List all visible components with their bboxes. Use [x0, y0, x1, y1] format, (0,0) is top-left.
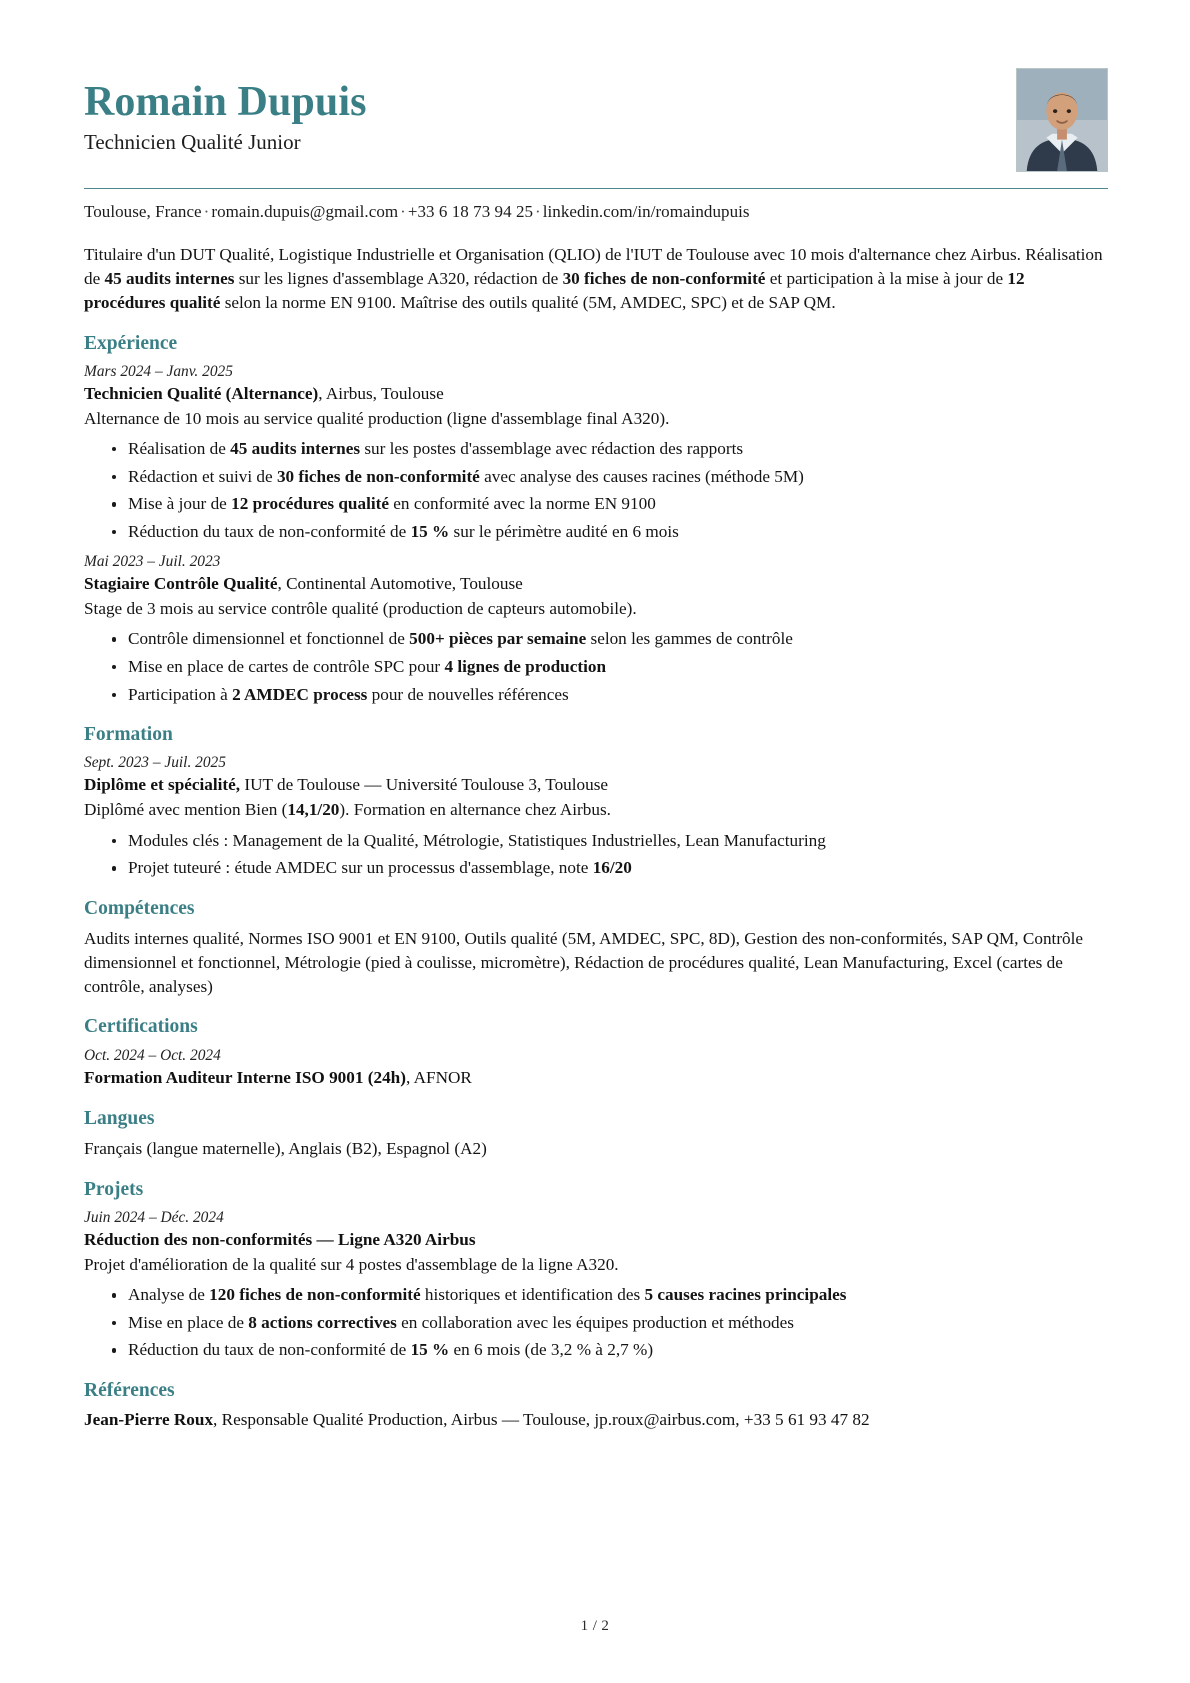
section-title-formation: Formation	[84, 724, 173, 746]
candidate-headline: Technicien Qualité Junior	[84, 130, 301, 155]
section-certifications	[84, 1015, 1108, 1089]
bullet-item	[110, 829, 1108, 853]
body-text: Mise en place de cartes de contrôle SPC pour	[128, 656, 445, 676]
body-text: ). Formation en alternance chez Airbus.	[339, 800, 611, 820]
candidate-name: Romain Dupuis	[84, 79, 367, 125]
body-text: en 6 mois (de 3,2 % à 2,7 %)	[449, 1340, 654, 1360]
contact-separator-2: ·	[400, 202, 406, 221]
body-text: Participation à	[128, 684, 233, 704]
contact-separator-3: ·	[535, 202, 541, 221]
entry-description: Stage de 3 mois au service contrôle qualité (production de capteurs automobile).	[84, 599, 637, 619]
bullet-item	[110, 437, 1108, 461]
contact-location: Toulouse, France	[84, 202, 202, 221]
contact-line	[84, 200, 1108, 224]
bullet-item	[110, 627, 1108, 651]
highlight-text: 16/20	[592, 858, 632, 878]
bullet-item	[110, 683, 1108, 707]
section-formation	[84, 723, 1108, 880]
body-text: , AFNOR	[405, 1067, 472, 1087]
highlight-text: 8 actions correctives	[248, 1312, 397, 1332]
entry	[84, 552, 1108, 706]
body-text: Rédaction et suivi de	[128, 466, 277, 486]
section-competences	[84, 897, 1108, 999]
highlight-text: 14,1/20	[287, 800, 340, 820]
contact-phone[interactable]: +33 6 18 73 94 25	[407, 202, 534, 221]
section-paragraph-competences: Audits internes qualité, Normes ISO 9001 et EN 9100, Outils qualité (5M, AMDEC, SPC, 8D), Gestion des non-conformités, SAP QM, Contrôle dimensionnel et fonctionnel, Métrologie (pied à coulisse, micromètre), Rédaction de procédures qualité, Lean Manufacturing, Excel (cartes de contrôle, analyses)	[84, 929, 1084, 996]
body-text: et participation à la mise à jour de	[765, 268, 1008, 288]
body-text: selon la norme EN 9100. Maîtrise des outils qualité (5M, AMDEC, SPC) et de SAP QM.	[220, 292, 836, 312]
entry-title	[84, 774, 1108, 797]
section-title-projets: Projets	[84, 1178, 144, 1200]
portrait-photo	[1016, 68, 1108, 172]
highlight-text: 30 fiches de non-conformité	[276, 466, 480, 486]
section-projets	[84, 1178, 1108, 1362]
entry-bullet-list	[84, 1283, 1108, 1362]
body-text: Réalisation de	[128, 439, 231, 459]
header-divider	[84, 188, 1108, 189]
header-identity	[84, 60, 367, 156]
entry	[84, 1409, 1108, 1432]
highlight-text: 12 procédures qualité	[84, 268, 1025, 312]
entry-date: Juin 2024 – Déc. 2024	[84, 1209, 224, 1227]
contact-email[interactable]: romain.dupuis@gmail.com	[211, 202, 399, 221]
page-footer: 1 / 2	[580, 1618, 610, 1634]
entry	[84, 362, 1108, 543]
body-text: en conformité avec la norme EN 9100	[389, 494, 656, 514]
highlight-text: 15 %	[410, 521, 450, 541]
highlight-text: 4 lignes de production	[444, 656, 607, 676]
entry-bullet-list	[84, 829, 1108, 880]
entry-title	[84, 573, 1108, 596]
body-text: Projet tuteuré : étude AMDEC sur un processus d'assemblage, note	[128, 858, 593, 878]
section-experience	[84, 332, 1108, 707]
body-text: Réduction du taux de non-conformité de	[128, 521, 411, 541]
resume-header	[84, 60, 1108, 172]
highlight-text: Formation Auditeur Interne ISO 9001 (24h)	[84, 1067, 406, 1087]
section-title-langues: Langues	[84, 1107, 155, 1129]
section-paragraph-langues: Français (langue maternelle), Anglais (B2), Espagnol (A2)	[84, 1138, 487, 1158]
highlight-text: 15 %	[410, 1340, 450, 1360]
profile-summary	[84, 243, 1108, 315]
highlight-text: 12 procédures qualité	[231, 494, 389, 514]
entry-description: Projet d'amélioration de la qualité sur 4 postes d'assemblage de la ligne A320.	[84, 1254, 619, 1274]
entry-title	[84, 1067, 1108, 1090]
bullet-item	[110, 856, 1108, 880]
highlight-text: Réduction des non-conformités — Ligne A320 Airbus	[84, 1230, 476, 1250]
entry-date: Mars 2024 – Janv. 2025	[84, 362, 233, 380]
entry-date: Sept. 2023 – Juil. 2025	[84, 754, 226, 772]
body-text: Titulaire d'un DUT Qualité, Logistique Industrielle et Organisation (QLIO) de l'IUT de Toulouse avec 10 mois d'alternance chez Airbus. Réalisation de	[84, 244, 1103, 288]
body-text: Mise en place de	[128, 1312, 249, 1332]
body-text: sur le périmètre audité en 6 mois	[449, 521, 679, 541]
highlight-text: 5 causes racines principales	[644, 1285, 847, 1305]
contact-separator-1: ·	[203, 202, 210, 221]
body-text: en collaboration avec les équipes production et méthodes	[396, 1312, 794, 1332]
entry-title	[84, 383, 1108, 406]
body-text: , Continental Automotive, Toulouse	[277, 574, 523, 594]
entry-title	[84, 1229, 1108, 1252]
contact-linkedin[interactable]: linkedin.com/in/romaindupuis	[542, 202, 750, 221]
entry-description: Alternance de 10 mois au service qualité production (ligne d'assemblage final A320).	[84, 408, 670, 428]
section-title-certifications: Certifications	[84, 1016, 198, 1038]
highlight-text: 45 audits internes	[104, 268, 235, 288]
body-text: selon les gammes de contrôle	[586, 629, 793, 649]
highlight-text: 120 fiches de non-conformité	[209, 1285, 421, 1305]
bullet-item	[110, 1283, 1108, 1307]
entry-description	[84, 798, 1108, 821]
section-title-references: Références	[84, 1379, 175, 1401]
body-text: sur les postes d'assemblage avec rédaction des rapports	[360, 439, 744, 459]
body-text: , Responsable Qualité Production, Airbus — Toulouse, jp.roux@airbus.com, +33 5 61 93 47 82	[213, 1410, 870, 1430]
body-text: Contrôle dimensionnel et fonctionnel de	[128, 629, 410, 649]
body-text: avec analyse des causes racines (méthode 5M)	[479, 466, 804, 486]
bullet-item	[110, 465, 1108, 489]
body-text: Analyse de	[128, 1285, 210, 1305]
body-text: Mise à jour de	[128, 494, 232, 514]
bullet-item	[110, 655, 1108, 679]
highlight-text: Jean-Pierre Roux	[84, 1410, 214, 1430]
body-text: Réduction du taux de non-conformité de	[128, 1340, 411, 1360]
body-text: IUT de Toulouse — Université Toulouse 3, Toulouse	[240, 775, 609, 795]
section-title-competences: Compétences	[84, 897, 195, 919]
body-text: historiques et identification des	[420, 1285, 645, 1305]
entry-date: Oct. 2024 – Oct. 2024	[84, 1046, 221, 1064]
bullet-item	[110, 520, 1108, 544]
entry-bullet-list	[84, 437, 1108, 543]
body-text: sur les lignes d'assemblage A320, rédaction de	[234, 268, 563, 288]
entry-title	[84, 1409, 1108, 1432]
entry-bullet-list	[84, 627, 1108, 706]
highlight-text: 45 audits internes	[230, 439, 361, 459]
entry-date: Mai 2023 – Juil. 2023	[84, 553, 221, 571]
highlight-text: Technicien Qualité (Alternance)	[84, 383, 319, 403]
highlight-text: 30 fiches de non-conformité	[562, 268, 766, 288]
resume-sections	[84, 332, 1108, 1433]
section-references	[84, 1379, 1108, 1432]
body-text: Modules clés : Management de la Qualité, Métrologie, Statistiques Industrielles, Lean Manufacturing	[128, 830, 826, 850]
bullet-item	[110, 1311, 1108, 1335]
body-text: , Airbus, Toulouse	[318, 383, 444, 403]
body-text: pour de nouvelles références	[367, 684, 569, 704]
highlight-text: 500+ pièces par semaine	[409, 629, 587, 649]
highlight-text: Diplôme et spécialité,	[84, 775, 241, 795]
entry	[84, 1208, 1108, 1362]
section-title-experience: Expérience	[84, 332, 178, 354]
section-langues	[84, 1107, 1108, 1161]
entry	[84, 753, 1108, 879]
body-text: Diplômé avec mention Bien (	[84, 800, 288, 820]
entry	[84, 1046, 1108, 1090]
bullet-item	[110, 1338, 1108, 1362]
bullet-item	[110, 492, 1108, 516]
highlight-text: 2 AMDEC process	[232, 684, 368, 704]
highlight-text: Stagiaire Contrôle Qualité	[84, 574, 278, 594]
